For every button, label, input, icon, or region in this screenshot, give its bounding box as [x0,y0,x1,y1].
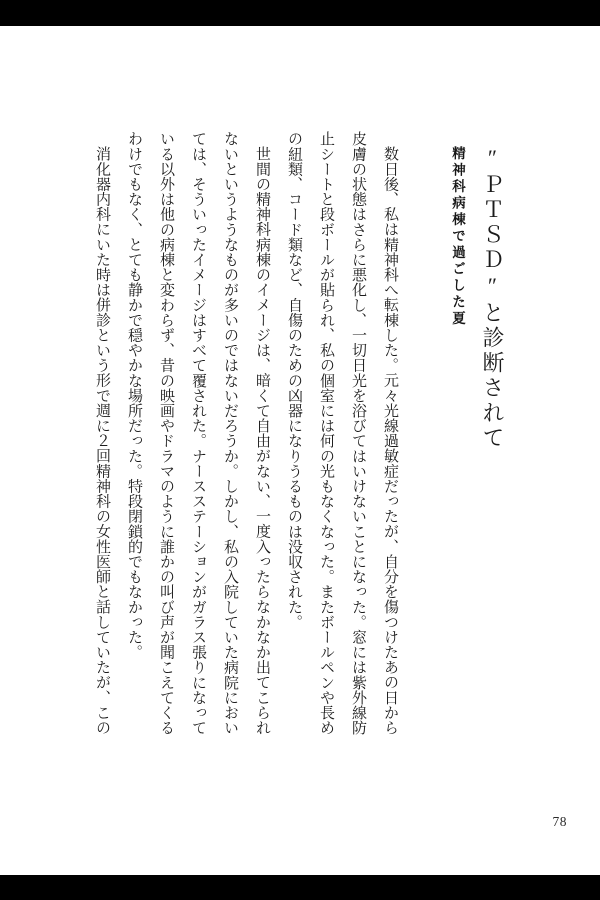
text-column: ては、そういったイメージはすべて覆された。ナースステーションがガラス張りになって [190,131,206,735]
letterbox-top [0,0,600,26]
text-column: いる以外は他の病棟と変わらず、昔の映画やドラマのように誰かの叫び声が聞こえてくる [158,131,174,735]
text-column: 消化器内科にいた時は併診という形で週に２回精神科の女性医師と話していたが、この [94,146,110,735]
text-column: の紐類、コード類など、自傷のための凶器になりうるものは没収された。 [286,131,302,630]
text-column: 皮膚の状態はさらに悪化し、一切日光を浴びてはいけないことになった。窓には紫外線防 [350,131,366,735]
text-column: ないというようなものが多いのではないだろうか。しかし、私の入院していた病院におい [222,131,238,735]
letterbox-bottom [0,875,600,900]
book-page [0,26,600,875]
text-column: 止シートと段ボールが貼られ、私の個室には何の光もなくなった。またボールペンや長め [318,131,334,735]
page-number: 78 [552,814,567,829]
chapter-subtitle: 精神科病棟で過ごした夏 [450,146,465,328]
text-column: 世間の精神科病棟のイメージは、暗くて自由がない、一度入ったらなかなか出てこられ [254,146,270,735]
text-column: 数日後、私は精神科へ転棟した。元々光線過敏症だったが、自分を傷つけたあの日から [382,146,398,735]
text-column: わけでもなく、とても静かで穏やかな場所だった。特段閉鎖的でもなかった。 [126,131,142,660]
chapter-title: ″ＰＴＳＤ″と診断されて [480,145,505,451]
body-text [86,131,406,737]
